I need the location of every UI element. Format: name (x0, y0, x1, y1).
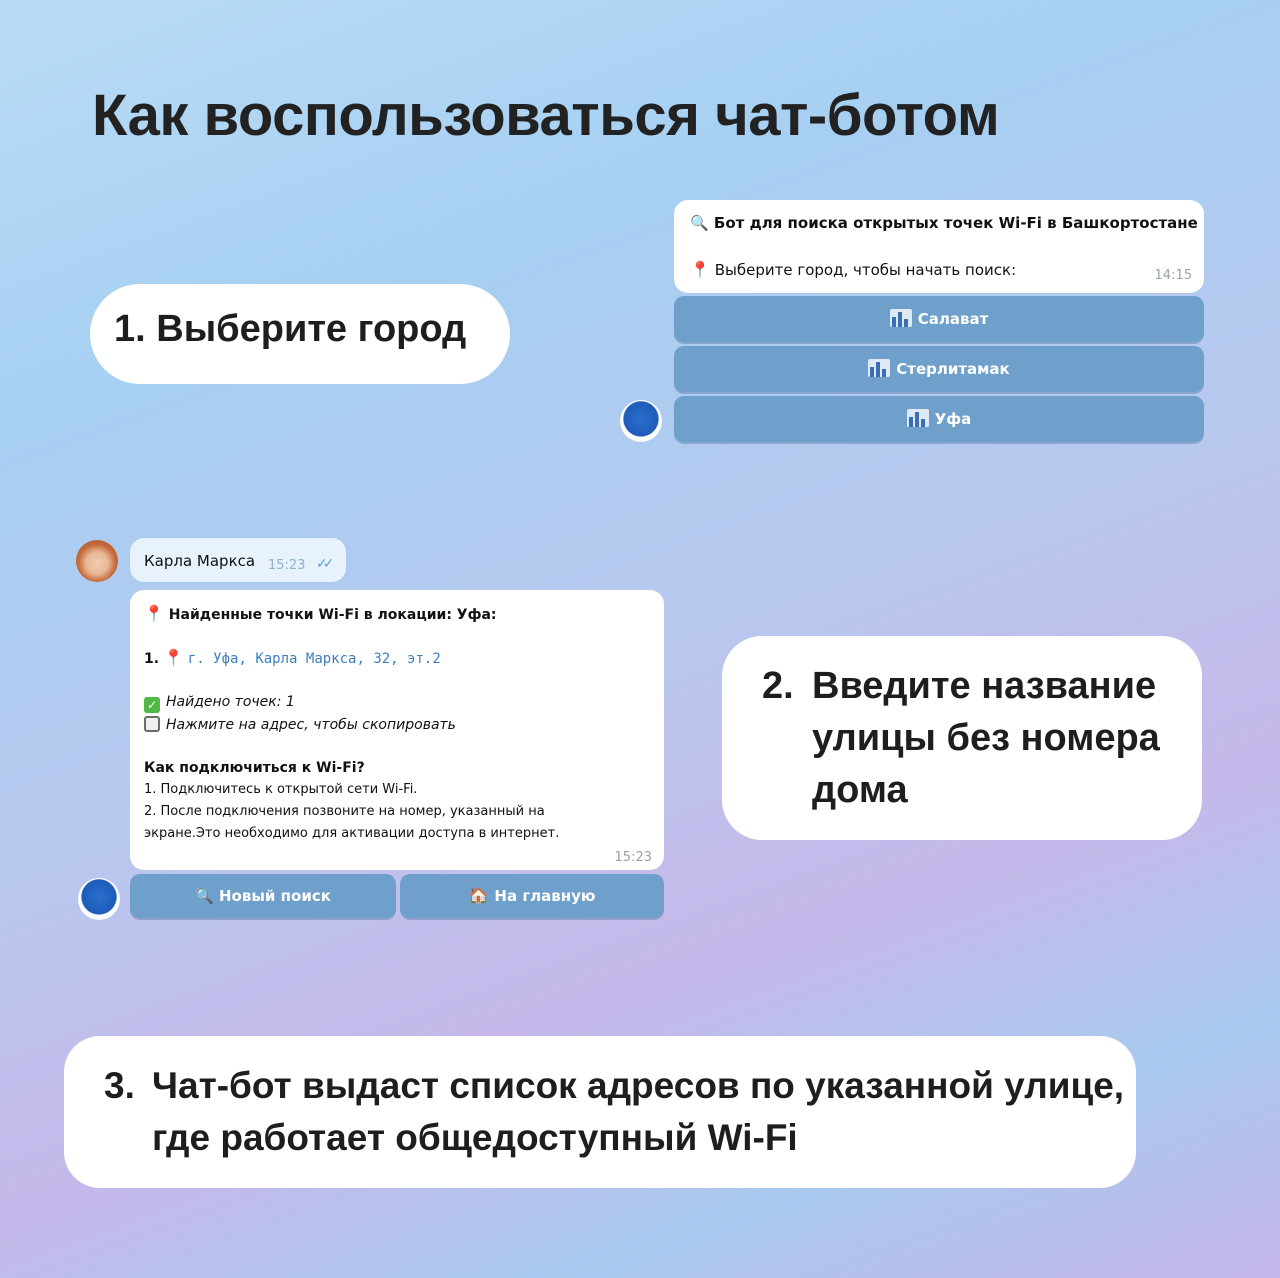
city-button-salavat[interactable] (674, 296, 1204, 342)
home-icon: 🏠 (468, 886, 489, 905)
bot-avatar[interactable] (78, 878, 120, 920)
how-to-step-2: 2. После подключения позвоните на номер, указанный на (144, 804, 545, 819)
bot-header-text: Бот для поиска открытых точек Wi-Fi в Башкортостане (713, 214, 1198, 232)
search-icon: 🔍 (690, 214, 709, 232)
pin-icon: 📍 (144, 604, 164, 623)
user-avatar[interactable] (76, 540, 118, 582)
how-to-title: Как подключиться к Wi-Fi? (144, 760, 365, 776)
step-2-number: 2. (762, 665, 794, 707)
pin-icon: 📍 (163, 648, 184, 667)
step-1-text: 1. Выберите город (114, 308, 467, 350)
bot-avatar[interactable] (620, 400, 662, 442)
user-message (130, 538, 346, 582)
copy-hint: Нажмите на адрес, чтобы скопировать (166, 717, 456, 733)
step-3-badge (64, 1036, 1136, 1188)
home-button[interactable] (400, 874, 664, 918)
checkbox-icon (144, 716, 160, 732)
user-message-text: Карла Маркса (144, 552, 256, 570)
pin-icon: 📍 (690, 260, 710, 279)
step-2-badge (722, 636, 1202, 840)
page-title: Как воспользоваться чат-ботом (92, 83, 1000, 148)
bot-results-message (130, 590, 664, 870)
home-label: На главную (494, 887, 596, 905)
city-icon (890, 309, 912, 327)
how-to-step-1: 1. Подключитесь к открытой сети Wi-Fi. (144, 782, 418, 797)
new-search-button[interactable] (130, 874, 396, 918)
checkmark-icon: ✓ (144, 697, 160, 713)
result-number: 1. (144, 651, 160, 667)
message-time: 15:23 (614, 850, 652, 865)
city-icon (868, 359, 890, 377)
new-search-label: Новый поиск (219, 887, 331, 905)
user-message-time: 15:23 (268, 558, 306, 573)
bot-prompt-text: Выберите город, чтобы начать поиск: (714, 261, 1017, 279)
city-button-label: Салават (917, 310, 989, 328)
result-address-link[interactable]: г. Уфа, Карла Маркса, 32, эт.2 (187, 651, 441, 667)
step-3-text: Чат-бот выдаст список адресов по указанной улице, где работает общедоступный Wi-Fi (152, 1065, 1125, 1158)
bot-welcome-message (674, 200, 1204, 293)
step-2-text: Введите название улицы без номера дома (812, 665, 1160, 811)
found-count: Найдено точек: 1 (166, 694, 295, 710)
city-icon (907, 409, 929, 427)
city-button-label: Стерлитамак (896, 360, 1010, 378)
search-icon: 🔍 (195, 887, 214, 905)
city-button-ufa[interactable] (674, 396, 1204, 442)
city-button-sterlitamak[interactable] (674, 346, 1204, 392)
step-3-number: 3. (104, 1065, 135, 1106)
read-checkmarks-icon: ✓✓ (316, 556, 330, 572)
how-to-step-2-cont: экране.Это необходимо для активации доступа в интернет. (144, 826, 560, 841)
results-header: Найденные точки Wi-Fi в локации: Уфа: (168, 607, 497, 623)
step-1-badge (90, 284, 510, 384)
message-time: 14:15 (1154, 268, 1192, 283)
city-button-label: Уфа (934, 410, 972, 428)
